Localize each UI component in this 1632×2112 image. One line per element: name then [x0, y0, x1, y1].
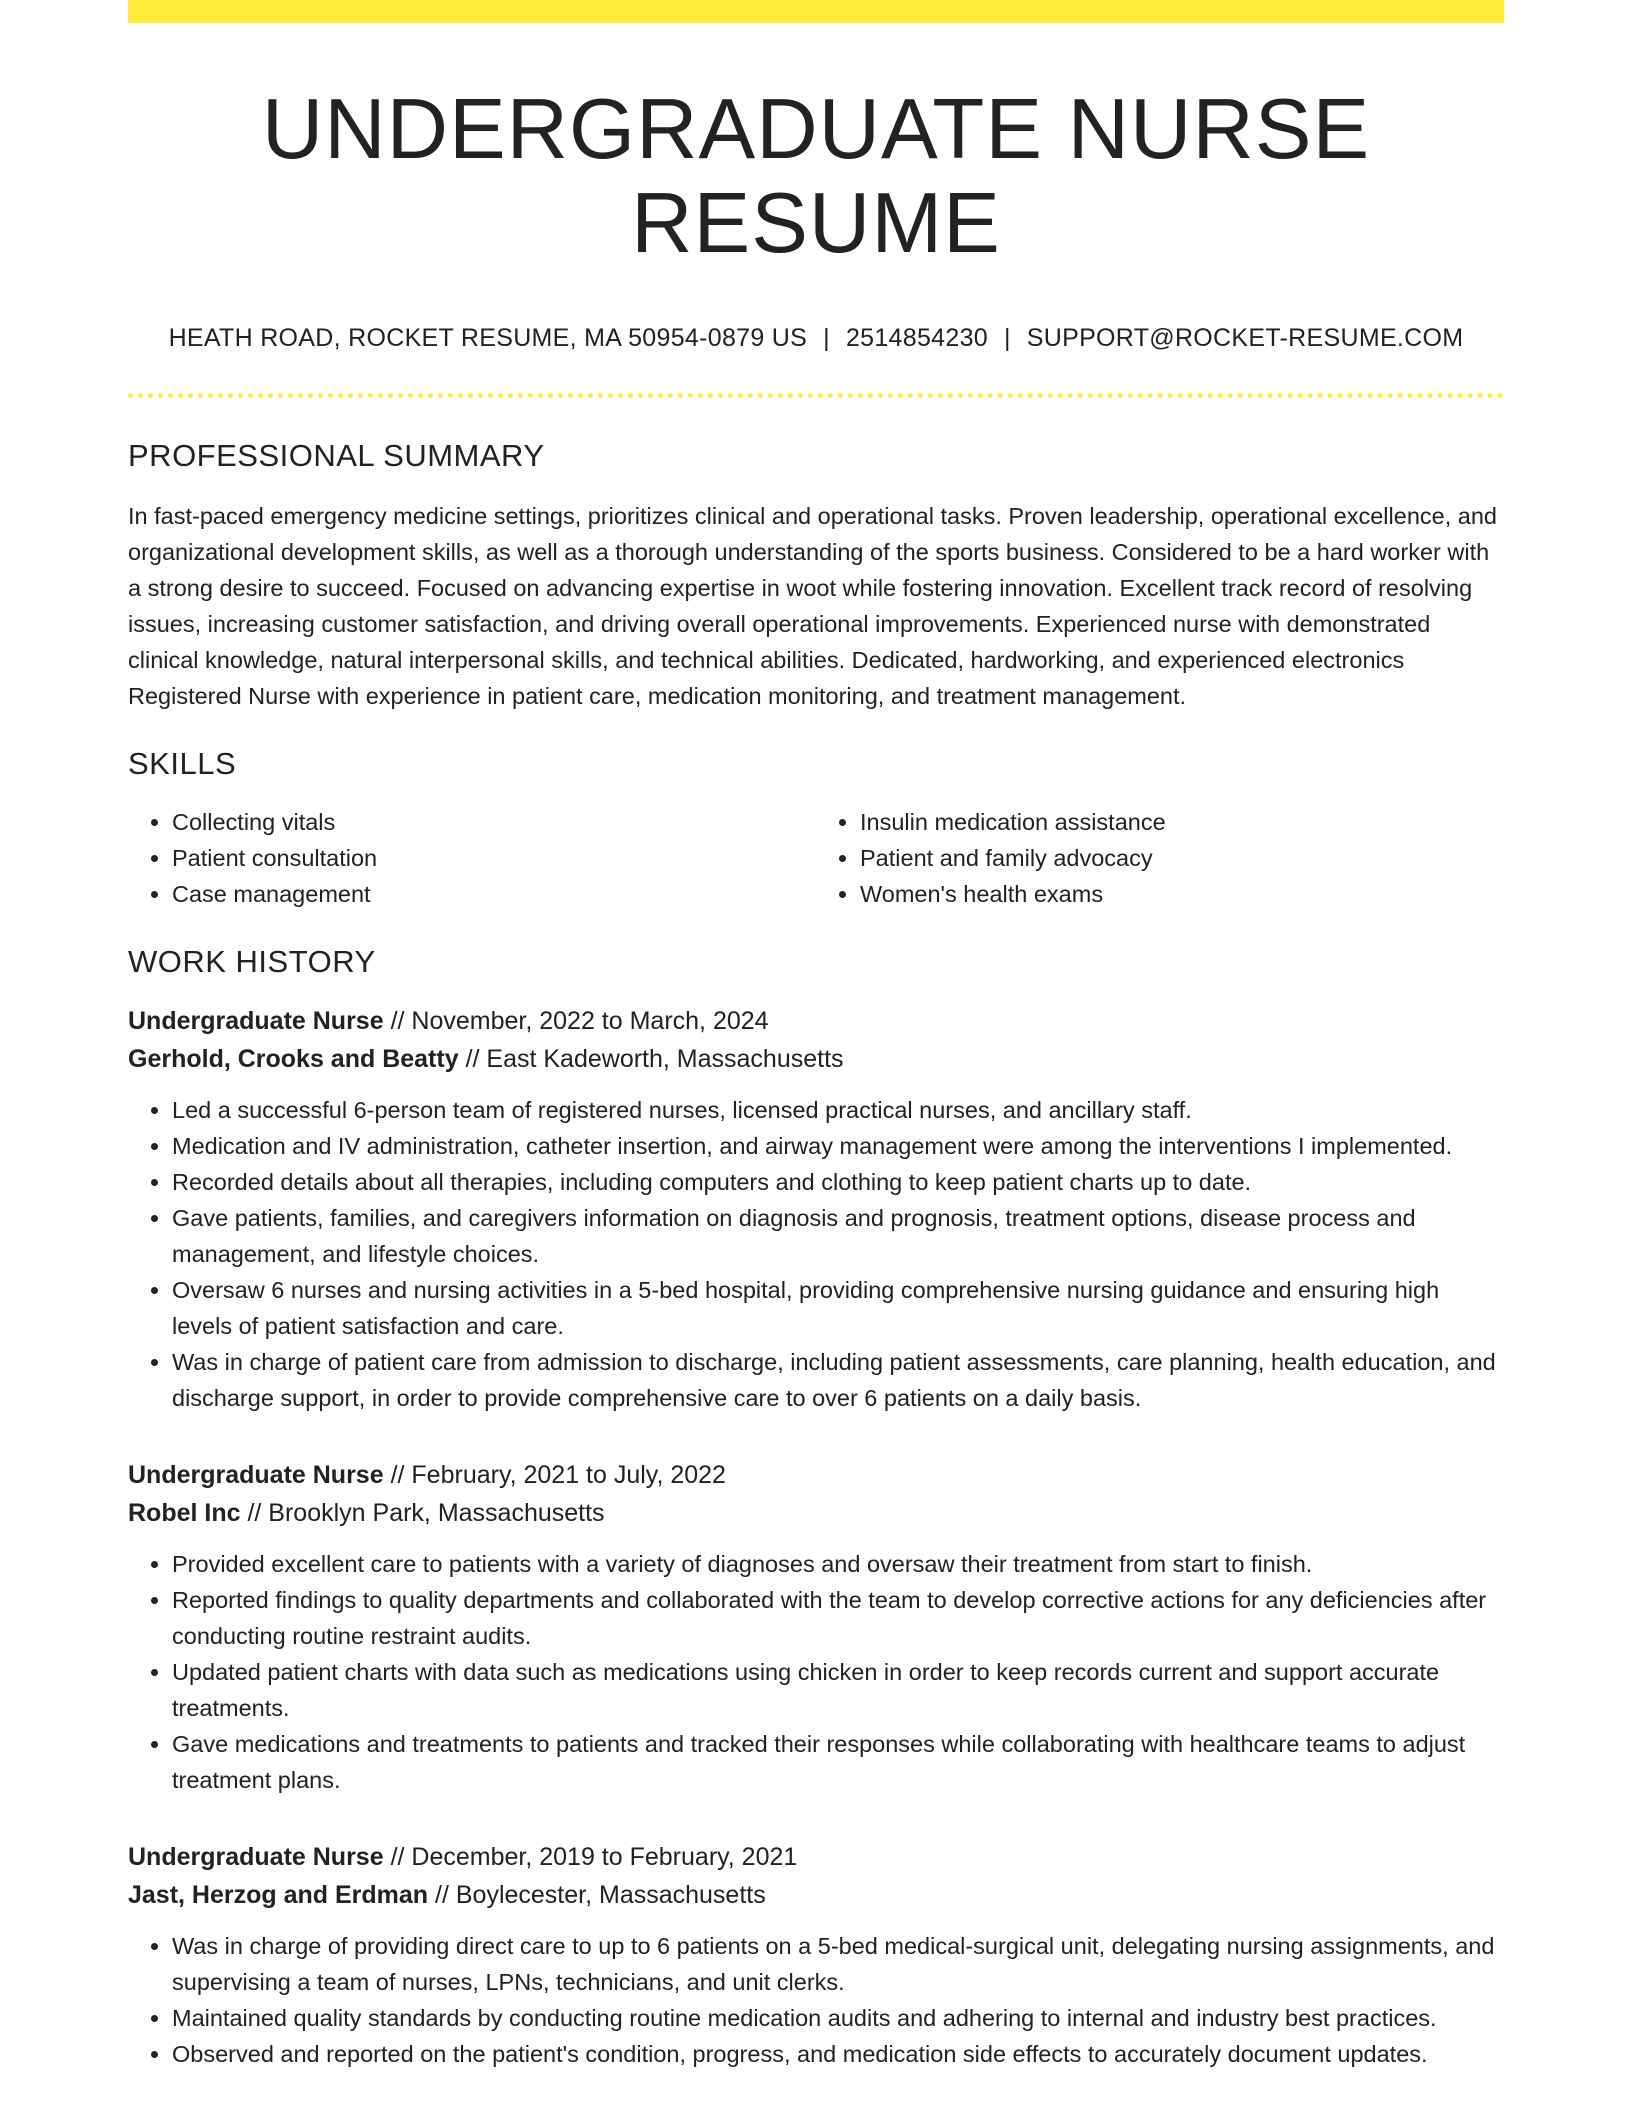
dotted-divider: [128, 393, 1504, 398]
job-bullet: • Gave patients, families, and caregivers information on diagnosis and prognosis, treatment options, disease process and management, and lifestyle choices.: [172, 1200, 1504, 1272]
skills-column-left: [128, 804, 816, 912]
job-title: Undergraduate Nurse: [128, 1843, 384, 1871]
job-bullets: [128, 1546, 1504, 1798]
job-title-line: [128, 1456, 1504, 1494]
skills-heading: SKILLS: [128, 746, 237, 781]
skill-item: • Patient and family advocacy: [860, 840, 1504, 876]
job-bullet: • Maintained quality standards by conducting routine medication audits and adhering to internal and industry best practices.: [172, 2000, 1504, 2036]
skill-item: • Insulin medication assistance: [860, 804, 1504, 840]
job-entry: [128, 1002, 1504, 1416]
contact-address: HEATH ROAD, ROCKET RESUME, MA 50954-0879 US: [168, 324, 808, 352]
job-company: Gerhold, Crooks and Beatty: [128, 1045, 459, 1073]
job-dates: // February, 2021 to July, 2022: [390, 1461, 726, 1489]
contact-email[interactable]: SUPPORT@ROCKET-RESUME.COM: [1026, 324, 1464, 352]
work-history-heading: WORK HISTORY: [128, 944, 376, 979]
accent-top-bar: [128, 0, 1504, 23]
job-bullet: • Provided excellent care to patients with a variety of diagnoses and oversaw their treatment from start to finish.: [172, 1546, 1504, 1582]
job-bullet: • Was in charge of providing direct care to up to 6 patients on a 5-bed medical-surgical unit, delegating nursing assignments, and supervising a team of nurses, LPNs, technicians, and unit clerks.: [172, 1928, 1504, 2000]
skill-item: • Women's health exams: [860, 876, 1504, 912]
job-title: Undergraduate Nurse: [128, 1461, 384, 1489]
job-company-line: [128, 1876, 1504, 1914]
job-bullet: • Observed and reported on the patient's condition, progress, and medication side effects to accurately document updates.: [172, 2036, 1504, 2072]
job-bullet: • Reported findings to quality departments and collaborated with the team to develop corrective actions for any deficiencies after conducting routine restraint audits.: [172, 1582, 1504, 1654]
summary-heading: PROFESSIONAL SUMMARY: [128, 438, 545, 473]
job-entry: [128, 1838, 1504, 2072]
job-company: Robel Inc: [128, 1499, 241, 1527]
job-bullets: [128, 1092, 1504, 1416]
skills-column-right: [816, 804, 1504, 912]
resume-title: UNDERGRADUATE NURSE RESUME: [261, 82, 1371, 271]
job-company: Jast, Herzog and Erdman: [128, 1881, 429, 1909]
resume-page: [128, 0, 1504, 2072]
contact-phone[interactable]: 2514854230: [845, 324, 988, 352]
summary-text: In fast-paced emergency medicine settings, prioritizes clinical and operational tasks. Proven leadership, operational excellence, and organizational development skills, as well as a thorough understanding of the sports business. Considered to be a hard worker with a strong desire to succeed. Focused on advancing expertise in woot while fostering innovation. Excellent track record of resolving issues, increasing customer satisfaction, and driving overall operational improvements. Experienced nurse with demonstrated clinical knowledge, natural interpersonal skills, and technical abilities. Dedicated, hardworking, and experienced electronics Registered Nurse with experience in patient care, medication monitoring, and treatment management.: [128, 503, 1497, 709]
skill-item: • Case management: [172, 876, 816, 912]
job-entry: [128, 1456, 1504, 1798]
skills-list: [128, 804, 1504, 912]
job-bullet: • Led a successful 6-person team of registered nurses, licensed practical nurses, and ancillary staff.: [172, 1092, 1504, 1128]
job-bullets: [128, 1928, 1504, 2072]
job-title-line: [128, 1002, 1504, 1040]
job-dates: // December, 2019 to February, 2021: [390, 1843, 798, 1871]
job-company-line: [128, 1494, 1504, 1532]
job-bullet: • Oversaw 6 nurses and nursing activities in a 5-bed hospital, providing comprehensive nursing guidance and ensuring high levels of patient satisfaction and care.: [172, 1272, 1504, 1344]
job-location: // East Kadeworth, Massachusetts: [465, 1045, 844, 1073]
job-location: // Brooklyn Park, Massachusetts: [247, 1499, 605, 1527]
job-bullet: • Was in charge of patient care from admission to discharge, including patient assessments, care planning, health education, and discharge support, in order to provide comprehensive care to over 6 patients on a daily basis.: [172, 1344, 1504, 1416]
skill-item: • Collecting vitals: [172, 804, 816, 840]
skill-item: • Patient consultation: [172, 840, 816, 876]
job-company-line: [128, 1040, 1504, 1078]
job-bullet: • Updated patient charts with data such as medications using chicken in order to keep records current and support accurate treatments.: [172, 1654, 1504, 1726]
job-title-line: [128, 1838, 1504, 1876]
job-bullet: • Recorded details about all therapies, including computers and clothing to keep patient charts up to date.: [172, 1164, 1504, 1200]
job-bullet: • Gave medications and treatments to patients and tracked their responses while collaborating with healthcare teams to adjust treatment plans.: [172, 1726, 1504, 1798]
job-location: // Boylecester, Massachusetts: [435, 1881, 766, 1909]
contact-separator: |: [1003, 324, 1011, 352]
job-dates: // November, 2022 to March, 2024: [390, 1007, 769, 1035]
job-bullet: • Medication and IV administration, catheter insertion, and airway management were among the interventions I implemented.: [172, 1128, 1504, 1164]
contact-line: [128, 324, 1504, 353]
job-title: Undergraduate Nurse: [128, 1007, 384, 1035]
contact-separator: |: [823, 324, 830, 352]
